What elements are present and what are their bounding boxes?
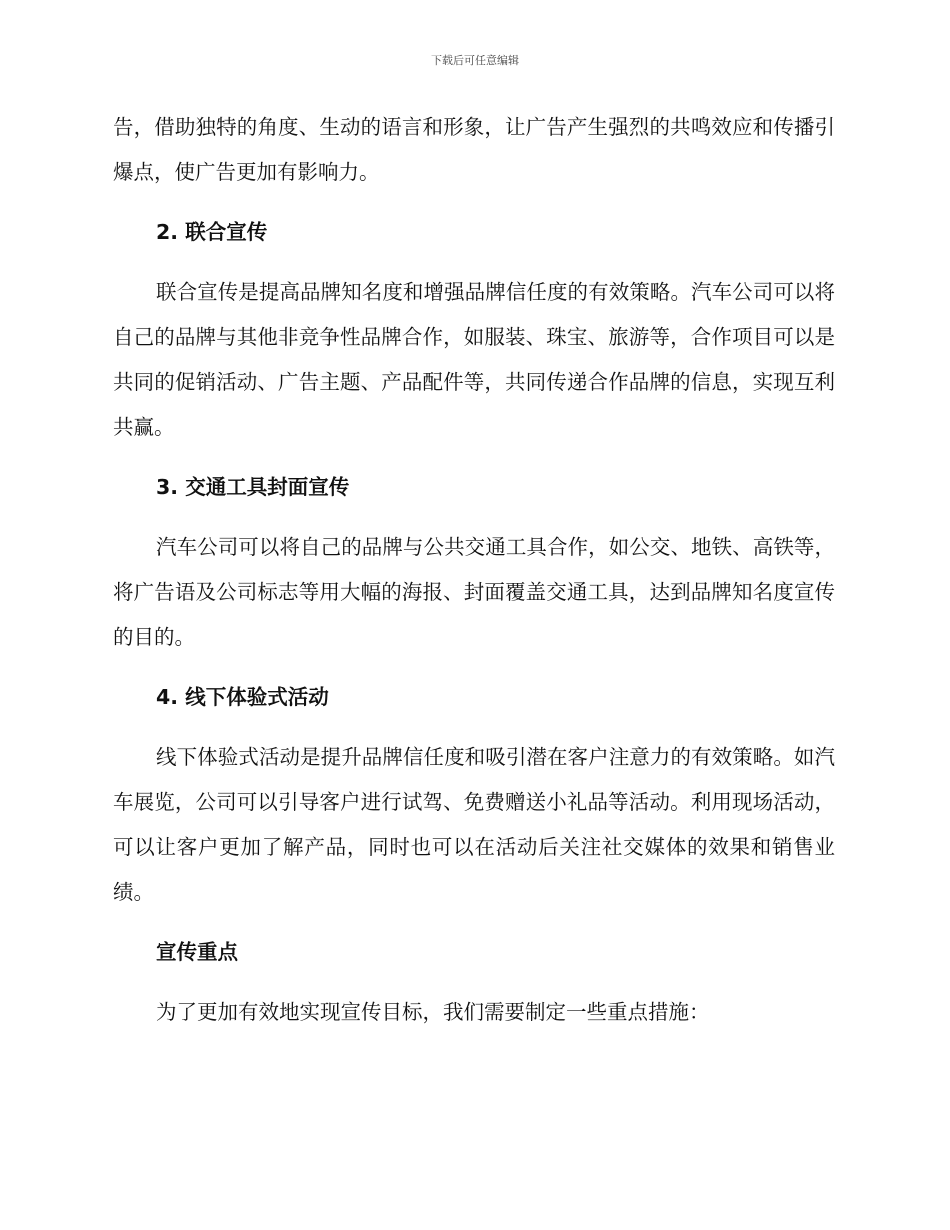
section-body-joint-promotion: 联合宣传是提高品牌知名度和增强品牌信任度的有效策略。汽车公司可以将自己的品牌与其他非竞争性品牌合作，如服装、珠宝、旅游等，合作项目可以是共同的促销活动、广告主题、产品配件等，共同传递合作品牌的信息，实现互利共赢。 xyxy=(113,280,835,439)
section-body-offline-experience: 线下体验式活动是提升品牌信任度和吸引潜在客户注意力的有效策略。如汽车展览，公司可以引导客户进行试驾、免费赠送小礼品等活动。利用现场活动，可以让客户更加了解产品，同时也可以在活动后关注社交媒体的效果和销售业绩。 xyxy=(113,745,835,904)
section-heading-offline-experience: 4. 线下体验式活动 xyxy=(156,685,329,709)
section-body-promotion-focus: 为了更加有效地实现宣传目标，我们需要制定一些重点措施： xyxy=(156,1000,710,1024)
section-body-transit-cover: 汽车公司可以将自己的品牌与公共交通工具合作，如公交、地铁、高铁等，将广告语及公司标志等用大幅的海报、封面覆盖交通工具，达到品牌知名度宣传的目的。 xyxy=(113,535,835,649)
document-body xyxy=(113,105,835,1050)
section-heading-promotion-focus: 宣传重点 xyxy=(156,940,238,964)
intro-continuation-paragraph: 告，借助独特的角度、生动的语言和形象，让广告产生强烈的共鸣效应和传播引爆点，使广告更加有影响力。 xyxy=(113,115,835,184)
page-header-note: 下载后可任意编辑 xyxy=(431,54,519,67)
section-heading-joint-promotion: 2. 联合宣传 xyxy=(156,220,268,244)
section-heading-transit-cover: 3. 交通工具封面宣传 xyxy=(156,475,350,499)
